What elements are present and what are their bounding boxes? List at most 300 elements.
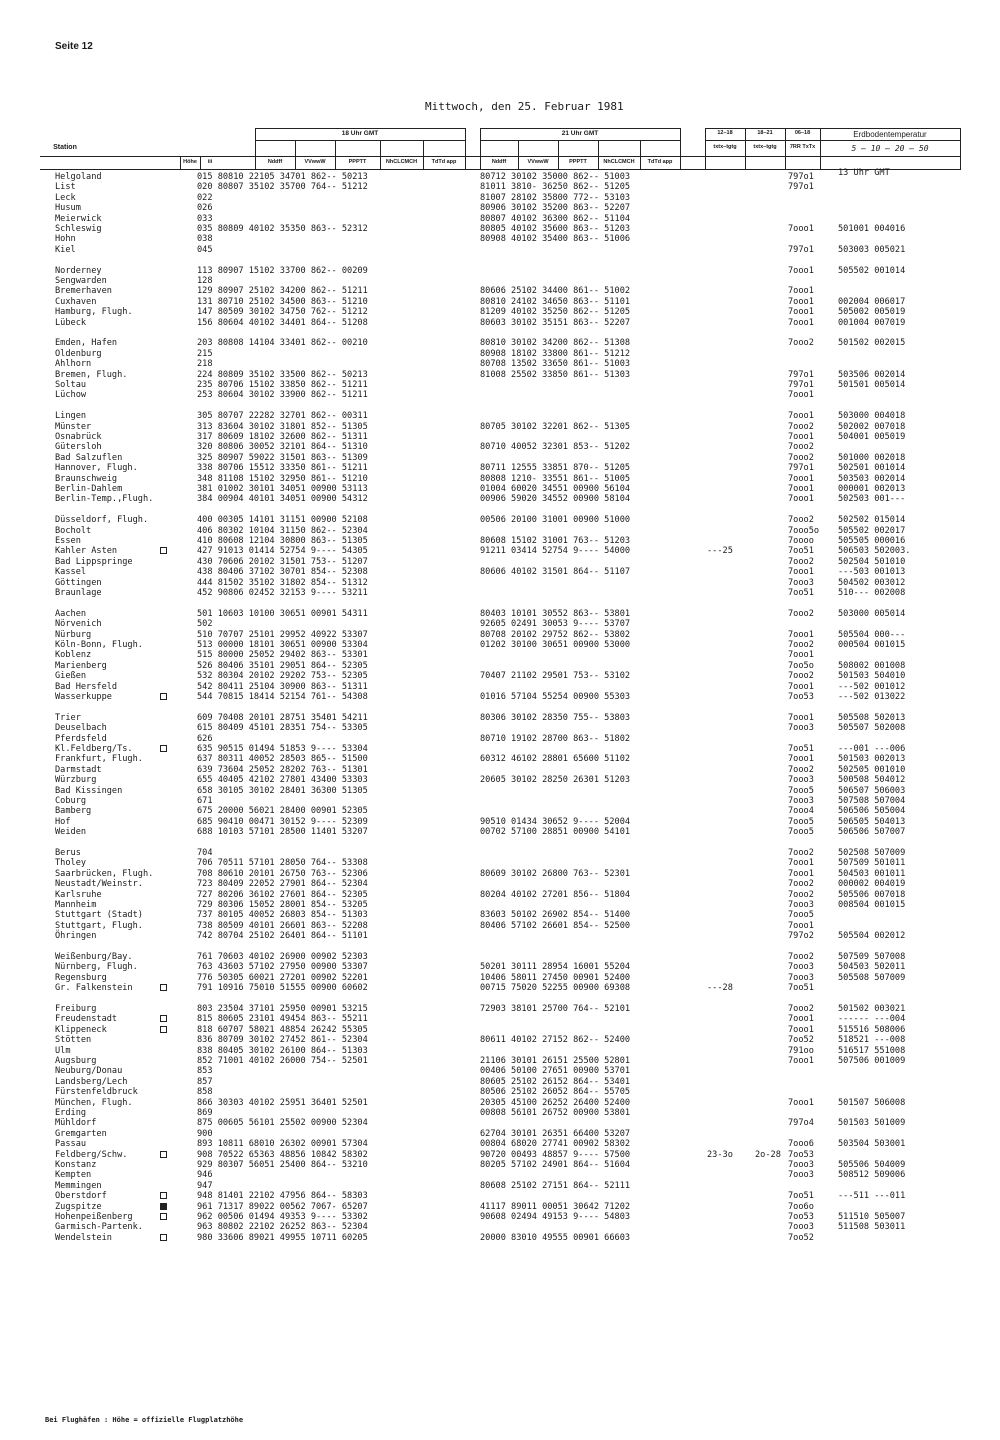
soil-time-note: 13 Uhr GMT: [838, 168, 890, 178]
obs-18-gmt: 929 80307 56051 25400 864-- 53210: [197, 1160, 368, 1170]
station-name: Cuxhaven: [55, 296, 97, 307]
soil-temperature-values: 518521 ---008: [838, 1035, 906, 1046]
obs-18-gmt: 542 80411 25104 30900 863-- 51311: [197, 681, 368, 692]
station-name: Mannheim: [55, 900, 97, 910]
header-18-gmt: 18 Uhr GMT: [341, 130, 379, 137]
obs-18-gmt: 947: [197, 1180, 213, 1191]
soil-temperature-values: 503503 002014: [838, 473, 906, 484]
station-name: Münster: [55, 421, 92, 432]
open-square-icon: [160, 1213, 167, 1220]
station-name: Mühldorf: [55, 1118, 97, 1129]
obs-18-gmt: 410 80608 12104 30800 863-- 51305: [197, 536, 368, 546]
station-name: Lübeck: [55, 317, 87, 328]
open-square-icon: [160, 547, 167, 554]
soil-temperature-values: ---001 ---006: [838, 744, 906, 754]
open-square-icon: [160, 1015, 167, 1022]
code-06-18: 7oo51: [788, 1191, 814, 1202]
station-name: Sengwarden: [55, 276, 107, 286]
obs-18-gmt: 893 10811 68010 26302 00901 57304: [197, 1139, 368, 1150]
obs-18-gmt: 515 80000 25052 29402 863-- 53301: [197, 650, 368, 661]
page-number: Seite 12: [55, 41, 93, 52]
open-square-icon: [160, 1026, 167, 1033]
soil-temperature-values: 501001 004016: [838, 224, 906, 234]
obs-18-gmt: 857: [197, 1076, 213, 1087]
header-21-col3: PPPTT: [569, 159, 587, 165]
obs-18-gmt: 704: [197, 848, 213, 858]
obs-18-gmt: 900: [197, 1128, 213, 1139]
open-square-icon: [160, 1192, 167, 1199]
soil-temperature-values: 503504 503001: [838, 1139, 906, 1150]
station-name: Norderney: [55, 265, 102, 276]
station-name: Nörvenich: [55, 619, 102, 630]
code-06-18: 7ooo1: [788, 858, 814, 869]
obs-18-gmt: 502: [197, 619, 213, 630]
obs-21-gmt: 80808 1210- 33551 861-- 51005: [480, 473, 631, 484]
station-name: München, Flugh.: [55, 1097, 133, 1108]
obs-21-gmt: 83603 50102 26902 854-- 51400: [480, 910, 631, 921]
station-name: Frankfurt, Flugh.: [55, 754, 143, 765]
header-18-col5: TdTd app: [431, 159, 457, 165]
code-06-18: 7oo51: [788, 983, 814, 994]
obs-18-gmt: 723 80409 22052 27901 864-- 52304: [197, 879, 368, 890]
station-name: Berlin-Temp.,Flugh.: [55, 494, 154, 505]
code-06-18: 7ooo1: [788, 920, 814, 931]
station-name: Pferdsfeld: [55, 733, 107, 744]
station-name: Fürstenfeldbruck: [55, 1087, 138, 1098]
obs-18-gmt: 544 70815 18414 52154 761-- 54308: [197, 692, 368, 702]
station-name: Zugspitze: [55, 1201, 102, 1212]
code-06-18: 7ooo1: [788, 307, 814, 318]
station-name: Saarbrücken, Flugh.: [55, 868, 154, 879]
station-name: Lüchow: [55, 390, 87, 401]
obs-21-gmt: 01004 60020 34551 00900 56104: [480, 484, 631, 494]
obs-21-gmt: 10406 58011 27450 00901 52400: [480, 972, 631, 983]
obs-21-gmt: 90720 00493 48857 9---- 57500: [480, 1149, 631, 1160]
obs-18-gmt: 838 80405 30102 26100 864-- 51303: [197, 1045, 368, 1056]
obs-21-gmt: 90608 02494 49153 9---- 54803: [480, 1212, 631, 1222]
code-06-18: 7ooo1: [788, 484, 814, 494]
station-name: Leck: [55, 192, 76, 203]
obs-21-gmt: 80406 57102 26601 854-- 52500: [480, 920, 631, 931]
soil-temperature-values: 506503 502003.: [838, 546, 911, 557]
obs-21-gmt: 80810 24102 34650 863-- 51101: [480, 296, 631, 307]
soil-temperature-values: 000504 001015: [838, 640, 906, 650]
code-06-18: 7ooo1: [788, 265, 814, 276]
soil-temperature-values: ---511 ---011: [838, 1191, 906, 1202]
soil-temperature-values: 503003 005021: [838, 244, 906, 255]
obs-18-gmt: 675 20000 56021 28400 00901 52305: [197, 806, 368, 817]
station-name: Weißenburg/Bay.: [55, 952, 133, 962]
obs-21-gmt: 00702 57100 28851 00900 54101: [480, 827, 631, 838]
obs-18-gmt: 022: [197, 192, 213, 203]
station-name: Würzburg: [55, 775, 97, 786]
open-square-icon: [160, 984, 167, 991]
obs-18-gmt: 129 80907 25102 34200 862-- 51211: [197, 286, 368, 297]
station-name: Göttingen: [55, 577, 102, 588]
header-soil-temperature: Erdbodentemperatur: [853, 130, 927, 139]
station-name: Gütersloh: [55, 442, 102, 453]
obs-21-gmt: 80710 40052 32301 853-- 51202: [480, 442, 631, 453]
obs-18-gmt: 427 91013 01414 52754 9---- 54305: [197, 546, 368, 557]
station-name: Schleswig: [55, 224, 102, 234]
code-06-18: 7ooo1: [788, 1014, 814, 1025]
station-name: Kl.Feldberg/Ts.: [55, 744, 133, 754]
station-name: Hohn: [55, 234, 76, 245]
obs-18-gmt: 156 80604 40102 34401 864-- 51208: [197, 317, 368, 328]
soil-temperature-values: 505502 001014: [838, 265, 906, 276]
code-06-18: 7ooo1: [788, 754, 814, 765]
soil-temperature-values: 503000 004018: [838, 411, 906, 422]
obs-21-gmt: 80609 30102 26800 763-- 52301: [480, 868, 631, 879]
report-date: Mittwoch, den 25. Februar 1981: [425, 100, 624, 113]
obs-21-gmt: 62704 30101 26351 66400 53207: [480, 1128, 631, 1139]
station-name: Osnabrück: [55, 432, 102, 442]
station-name: Bamberg: [55, 806, 92, 817]
soil-temperature-values: 507508 507004: [838, 796, 906, 806]
obs-18-gmt: 020 80807 35102 35700 764-- 51212: [197, 182, 368, 193]
station-name: Neuburg/Donau: [55, 1066, 123, 1077]
station-name: Freiburg: [55, 1004, 97, 1014]
station-name: Nürnberg, Flugh.: [55, 962, 138, 973]
open-square-icon: [160, 1234, 167, 1241]
station-name: Öhringen: [55, 931, 97, 942]
code-06-18: 797o1: [788, 369, 814, 380]
open-square-icon: [160, 1151, 167, 1158]
soil-temperature-values: 502502 015014: [838, 515, 906, 526]
code-06-18: 7ooo3: [788, 962, 814, 973]
station-name: Tholey: [55, 858, 87, 869]
station-name: Marienberg: [55, 660, 107, 671]
code-06-18: 7ooo2: [788, 338, 814, 349]
obs-18-gmt: 253 80604 30102 33900 862-- 51211: [197, 390, 368, 401]
soil-temperature-values: 500508 504012: [838, 775, 906, 786]
station-name: Bad Salzuflen: [55, 452, 123, 463]
soil-temperature-values: 511510 505007: [838, 1212, 906, 1222]
code-06-18: 7ooo2: [788, 1004, 814, 1014]
soil-temperature-values: 501000 002018: [838, 452, 906, 463]
station-name: Koblenz: [55, 650, 92, 661]
soil-temperature-values: 505508 507009: [838, 972, 906, 983]
soil-temperature-values: 505002 005019: [838, 307, 906, 318]
code-06-18: 7ooo3: [788, 723, 814, 734]
station-name: Gießen: [55, 671, 87, 682]
soil-temperature-values: 505506 007018: [838, 889, 906, 900]
obs-18-gmt: 313 83604 30102 31801 852-- 51305: [197, 421, 368, 432]
obs-18-gmt: 035 80809 40102 35350 863-- 52312: [197, 224, 368, 234]
station-name: Trier: [55, 712, 81, 723]
obs-21-gmt: 80711 12555 33851 870-- 51205: [480, 463, 631, 474]
station-name: Bad Kissingen: [55, 785, 123, 796]
obs-18-gmt: 727 80206 36102 27601 864-- 52305: [197, 889, 368, 900]
code-06-18: 7ooo3: [788, 577, 814, 588]
code-06-18: 7ooo1: [788, 317, 814, 328]
obs-18-gmt: 706 70511 57101 28050 764-- 53308: [197, 858, 368, 869]
station-name: Oberstdorf: [55, 1191, 107, 1202]
obs-18-gmt: 815 80605 23101 49454 863-- 55211: [197, 1014, 368, 1025]
soil-temperature-values: 505507 502008: [838, 723, 906, 734]
header-18-col4: NhCLCMCH: [385, 159, 418, 165]
station-name: Kahler Asten: [55, 546, 118, 557]
obs-21-gmt: 00406 50100 27651 00900 53701: [480, 1066, 631, 1077]
station-name: Ulm: [55, 1045, 71, 1056]
code-06-18: 7ooo1: [788, 650, 814, 661]
obs-18-gmt: 406 80302 10104 31150 862-- 52304: [197, 525, 368, 536]
code-06-18: 7ooo1: [788, 681, 814, 692]
soil-temperature-values: 504001 005019: [838, 432, 906, 442]
soil-temperature-values: 504502 003012: [838, 577, 906, 588]
station-name: Oldenburg: [55, 348, 102, 359]
station-name: Kiel: [55, 244, 76, 255]
code-06-18: 7ooo2: [788, 952, 814, 962]
header-21-col5: TdTd app: [647, 159, 673, 165]
obs-21-gmt: 80605 25102 26152 864-- 53401: [480, 1076, 631, 1087]
header-06-18-sub: 7RR TxTx: [789, 144, 816, 150]
code-06-18: 7ooo2: [788, 442, 814, 453]
soil-temperature-values: 506507 506003: [838, 785, 906, 796]
obs-18-gmt: 980 33606 89021 49955 10711 60205: [197, 1232, 368, 1243]
soil-temperature-values: ---503 001013: [838, 567, 906, 578]
soil-temperature-values: 501503 501009: [838, 1118, 906, 1129]
header-18-21-sub: txtx–tgtg: [753, 144, 777, 150]
station-name: Weiden: [55, 827, 87, 838]
obs-18-gmt: 235 80706 15102 33850 862-- 51211: [197, 380, 368, 390]
station-name: Wendelstein: [55, 1232, 112, 1243]
obs-21-gmt: 00715 75020 52255 00900 69308: [480, 983, 631, 994]
soil-temperature-values: 507509 501011: [838, 858, 906, 869]
code-06-18: 7ooo5: [788, 827, 814, 838]
obs-18-gmt: 655 40405 42102 27801 43400 53303: [197, 775, 368, 786]
soil-temperature-values: 501502 003021: [838, 1004, 906, 1014]
obs-18-gmt: 869: [197, 1108, 213, 1118]
soil-temperature-values: 505504 002012: [838, 931, 906, 942]
obs-21-gmt: 80608 25102 27151 864-- 52111: [480, 1180, 631, 1191]
code-06-18: 7ooo1: [788, 296, 814, 307]
header-height: Höhe: [183, 159, 197, 165]
station-name: Gremgarten: [55, 1128, 107, 1139]
obs-18-gmt: 671: [197, 796, 213, 806]
soil-temperature-values: 508512 509006: [838, 1170, 906, 1181]
obs-18-gmt: 626: [197, 733, 213, 744]
obs-18-gmt: 818 60707 58021 48854 26242 55305: [197, 1024, 368, 1035]
soil-temperature-values: 504503 502011: [838, 962, 906, 973]
obs-21-gmt: 80708 13502 33650 861-- 51003: [480, 359, 631, 370]
header-21-col4: NhCLCMCH: [603, 159, 635, 165]
obs-21-gmt: 20305 45100 26252 26400 52400: [480, 1097, 631, 1108]
soil-temperature-values: 505504 000---: [838, 629, 906, 640]
obs-18-gmt: 501 10603 10100 30651 00901 54311: [197, 608, 368, 619]
header-12-18: 12–18: [717, 130, 733, 136]
obs-18-gmt: 015 80810 22105 34701 862-- 50213: [197, 172, 368, 182]
code-06-18: 791oo: [788, 1045, 814, 1056]
obs-18-gmt: 224 80809 35102 33500 862-- 50213: [197, 369, 368, 380]
code-06-18: 7ooo3: [788, 1222, 814, 1233]
station-name: Passau: [55, 1139, 87, 1150]
station-name: Stuttgart, Flugh.: [55, 920, 143, 931]
obs-18-gmt: 858: [197, 1087, 213, 1098]
obs-21-gmt: 91211 03414 52754 9---- 54000: [480, 546, 631, 557]
obs-21-gmt: 72903 38101 25700 764-- 52101: [480, 1004, 631, 1014]
station-name: Ahlhorn: [55, 359, 92, 370]
soil-temperature-values: ---502 013022: [838, 692, 906, 702]
header-21-gmt: 21 Uhr GMT: [561, 130, 599, 137]
obs-18-gmt: 708 80610 20101 26750 763-- 52306: [197, 868, 368, 879]
obs-18-gmt: 526 80406 35101 29051 864-- 52305: [197, 660, 368, 671]
soil-temperature-values: 506505 504013: [838, 816, 906, 827]
obs-18-gmt: 400 00305 14101 31151 00900 52108: [197, 515, 368, 526]
obs-18-gmt: 875 00605 56101 25502 00900 52304: [197, 1118, 368, 1129]
code-06-18: 797o4: [788, 1118, 814, 1129]
obs-18-gmt: 444 81502 35102 31802 854-- 51312: [197, 577, 368, 588]
obs-18-gmt: 961 71317 89022 00562 7067- 65207: [197, 1201, 368, 1212]
header-21-col1: Nddff: [491, 159, 507, 165]
obs-21-gmt: 80606 25102 34400 861-- 51002: [480, 286, 631, 297]
obs-21-gmt: 20605 30102 28250 26301 51203: [480, 775, 631, 786]
station-name: Hof: [55, 816, 71, 827]
station-name: Hohenpeißenberg: [55, 1212, 133, 1222]
station-name: Konstanz: [55, 1160, 97, 1170]
station-name: Stuttgart (Stadt): [55, 910, 143, 921]
obs-21-gmt: 01202 30100 30651 00900 53000: [480, 640, 631, 650]
soil-temperature-values: 501503 002013: [838, 754, 906, 765]
obs-18-gmt: 688 10103 57101 28500 11401 53207: [197, 827, 368, 838]
station-name: Wasserkuppe: [55, 692, 112, 702]
code-06-18: 7oooo: [788, 536, 814, 546]
obs-21-gmt: 21106 30101 26151 25500 52801: [480, 1056, 631, 1066]
obs-21-gmt: 80606 40102 31501 864-- 51107: [480, 567, 631, 578]
station-name: Bad Hersfeld: [55, 681, 118, 692]
code-06-18: 7oo6o: [788, 1201, 814, 1212]
soil-temperature-values: 000001 002013: [838, 484, 906, 494]
station-name: Bremerhaven: [55, 286, 112, 297]
station-name: Braunlage: [55, 588, 102, 598]
obs-18-gmt: 615 80409 45101 28351 754-- 53305: [197, 723, 368, 734]
code-06-18: 7ooo3: [788, 796, 814, 806]
obs-21-gmt: 81209 40102 35250 862-- 51205: [480, 307, 631, 318]
code-06-18: 7ooo1: [788, 224, 814, 234]
station-name: Memmingen: [55, 1180, 102, 1191]
obs-21-gmt: 00906 59020 34552 00900 58104: [480, 494, 631, 505]
obs-18-gmt: 836 80709 30102 27452 861-- 52304: [197, 1035, 368, 1046]
obs-18-gmt: 438 80406 37102 30701 854-- 52308: [197, 567, 368, 578]
station-name: Bocholt: [55, 525, 92, 536]
code-06-18: 7ooo3: [788, 775, 814, 786]
station-name: Coburg: [55, 796, 87, 806]
temp-diff-12-18: ---28: [707, 983, 733, 994]
obs-18-gmt: 776 50305 60021 27201 00902 52201: [197, 972, 368, 983]
station-name: Erding: [55, 1108, 87, 1118]
code-06-18: 7ooo3: [788, 972, 814, 983]
code-06-18: 7ooo4: [788, 806, 814, 817]
station-name: Augsburg: [55, 1056, 97, 1066]
soil-temperature-values: 504503 001011: [838, 868, 906, 879]
code-06-18: 7ooo1: [788, 1024, 814, 1035]
soil-temperature-values: 502503 001---: [838, 494, 906, 505]
header-18-col2: VVwwW: [304, 159, 326, 165]
code-06-18: 7ooo1: [788, 286, 814, 297]
obs-18-gmt: 430 70606 20102 31501 753-- 51207: [197, 556, 368, 567]
code-06-18: 7oo52: [788, 1232, 814, 1243]
station-name: Landsberg/Lech: [55, 1076, 128, 1087]
station-name: Freudenstadt: [55, 1014, 118, 1025]
obs-21-gmt: 80603 30102 35151 863-- 52207: [480, 317, 631, 328]
obs-21-gmt: 20000 83010 49555 00901 66603: [480, 1232, 631, 1243]
obs-18-gmt: 908 70522 65363 48856 10842 58302: [197, 1149, 368, 1160]
obs-21-gmt: 80506 25102 26052 864-- 55705: [480, 1087, 631, 1098]
soil-temperature-values: 502002 007018: [838, 421, 906, 432]
obs-18-gmt: 866 30303 40102 25951 36401 52501: [197, 1097, 368, 1108]
obs-18-gmt: 338 80706 15512 33350 861-- 51211: [197, 463, 368, 474]
station-name: Aachen: [55, 608, 87, 619]
code-06-18: 7ooo1: [788, 432, 814, 442]
soil-temperature-values: 000002 004019: [838, 879, 906, 890]
obs-21-gmt: 80608 15102 31001 763-- 51203: [480, 536, 631, 546]
obs-18-gmt: 218: [197, 359, 213, 370]
soil-temperature-values: 501501 005014: [838, 380, 906, 390]
station-name: List: [55, 182, 76, 193]
obs-21-gmt: 00808 56101 26752 00900 53801: [480, 1108, 631, 1118]
obs-18-gmt: 147 80509 30102 34750 762-- 51212: [197, 307, 368, 318]
soil-temperature-values: 507509 507008: [838, 952, 906, 962]
station-name: Karlsruhe: [55, 889, 102, 900]
obs-18-gmt: 639 73604 25052 28202 763-- 51301: [197, 764, 368, 775]
code-06-18: 797o1: [788, 380, 814, 390]
soil-temperature-values: 501507 506008: [838, 1097, 906, 1108]
temp-diff-18-21: 2o-28: [755, 1149, 781, 1160]
station-name: Helgoland: [55, 172, 102, 182]
obs-21-gmt: 80908 40102 35400 863-- 51006: [480, 234, 631, 245]
open-square-icon: [160, 693, 167, 700]
obs-18-gmt: 038: [197, 234, 213, 245]
soil-temperature-values: 001004 007019: [838, 317, 906, 328]
code-06-18: 7ooo2: [788, 608, 814, 619]
code-06-18: 7ooo3: [788, 1160, 814, 1170]
obs-18-gmt: 737 80105 40052 26803 854-- 51303: [197, 910, 368, 921]
station-name: Deuselbach: [55, 723, 107, 734]
code-06-18: 7oo51: [788, 546, 814, 557]
obs-18-gmt: 763 43603 57102 27950 00900 53307: [197, 962, 368, 973]
obs-18-gmt: 962 00506 01494 49353 9---- 53302: [197, 1212, 368, 1222]
soil-temperature-values: 505508 502013: [838, 712, 906, 723]
obs-18-gmt: 635 90515 01494 51853 9---- 53304: [197, 744, 368, 754]
soil-temperature-values: 506506 505004: [838, 806, 906, 817]
station-name: Köln-Bonn, Flugh.: [55, 640, 143, 650]
obs-21-gmt: 80204 40102 27201 856-- 51804: [480, 889, 631, 900]
station-name: Nürburg: [55, 629, 92, 640]
header-18-21: 18–21: [757, 130, 773, 136]
code-06-18: 7ooo3: [788, 900, 814, 910]
temp-diff-12-18: 23-3o: [707, 1149, 733, 1160]
obs-21-gmt: 80306 30102 28350 755-- 53803: [480, 712, 631, 723]
code-06-18: 7ooo1: [788, 390, 814, 401]
code-06-18: 7ooo1: [788, 473, 814, 484]
code-06-18: 7ooo6: [788, 1139, 814, 1150]
soil-temperature-values: 502508 507009: [838, 848, 906, 858]
header-18-col1: Nddff: [267, 159, 283, 165]
code-06-18: 7ooo2: [788, 879, 814, 890]
obs-18-gmt: 215: [197, 348, 213, 359]
station-name: Emden, Hafen: [55, 338, 118, 349]
header-21-col2: VVwwW: [527, 159, 549, 165]
soil-temperature-values: 511508 503011: [838, 1222, 906, 1233]
code-06-18: 7ooo1: [788, 494, 814, 505]
code-06-18: 7oo52: [788, 1035, 814, 1046]
station-name: Kassel: [55, 567, 87, 578]
station-name: Braunschweig: [55, 473, 118, 484]
station-name: Meierwick: [55, 213, 102, 224]
code-06-18: 7ooo1: [788, 1097, 814, 1108]
obs-21-gmt: 00804 68020 27741 00902 58302: [480, 1139, 631, 1150]
station-name: Husum: [55, 203, 81, 214]
